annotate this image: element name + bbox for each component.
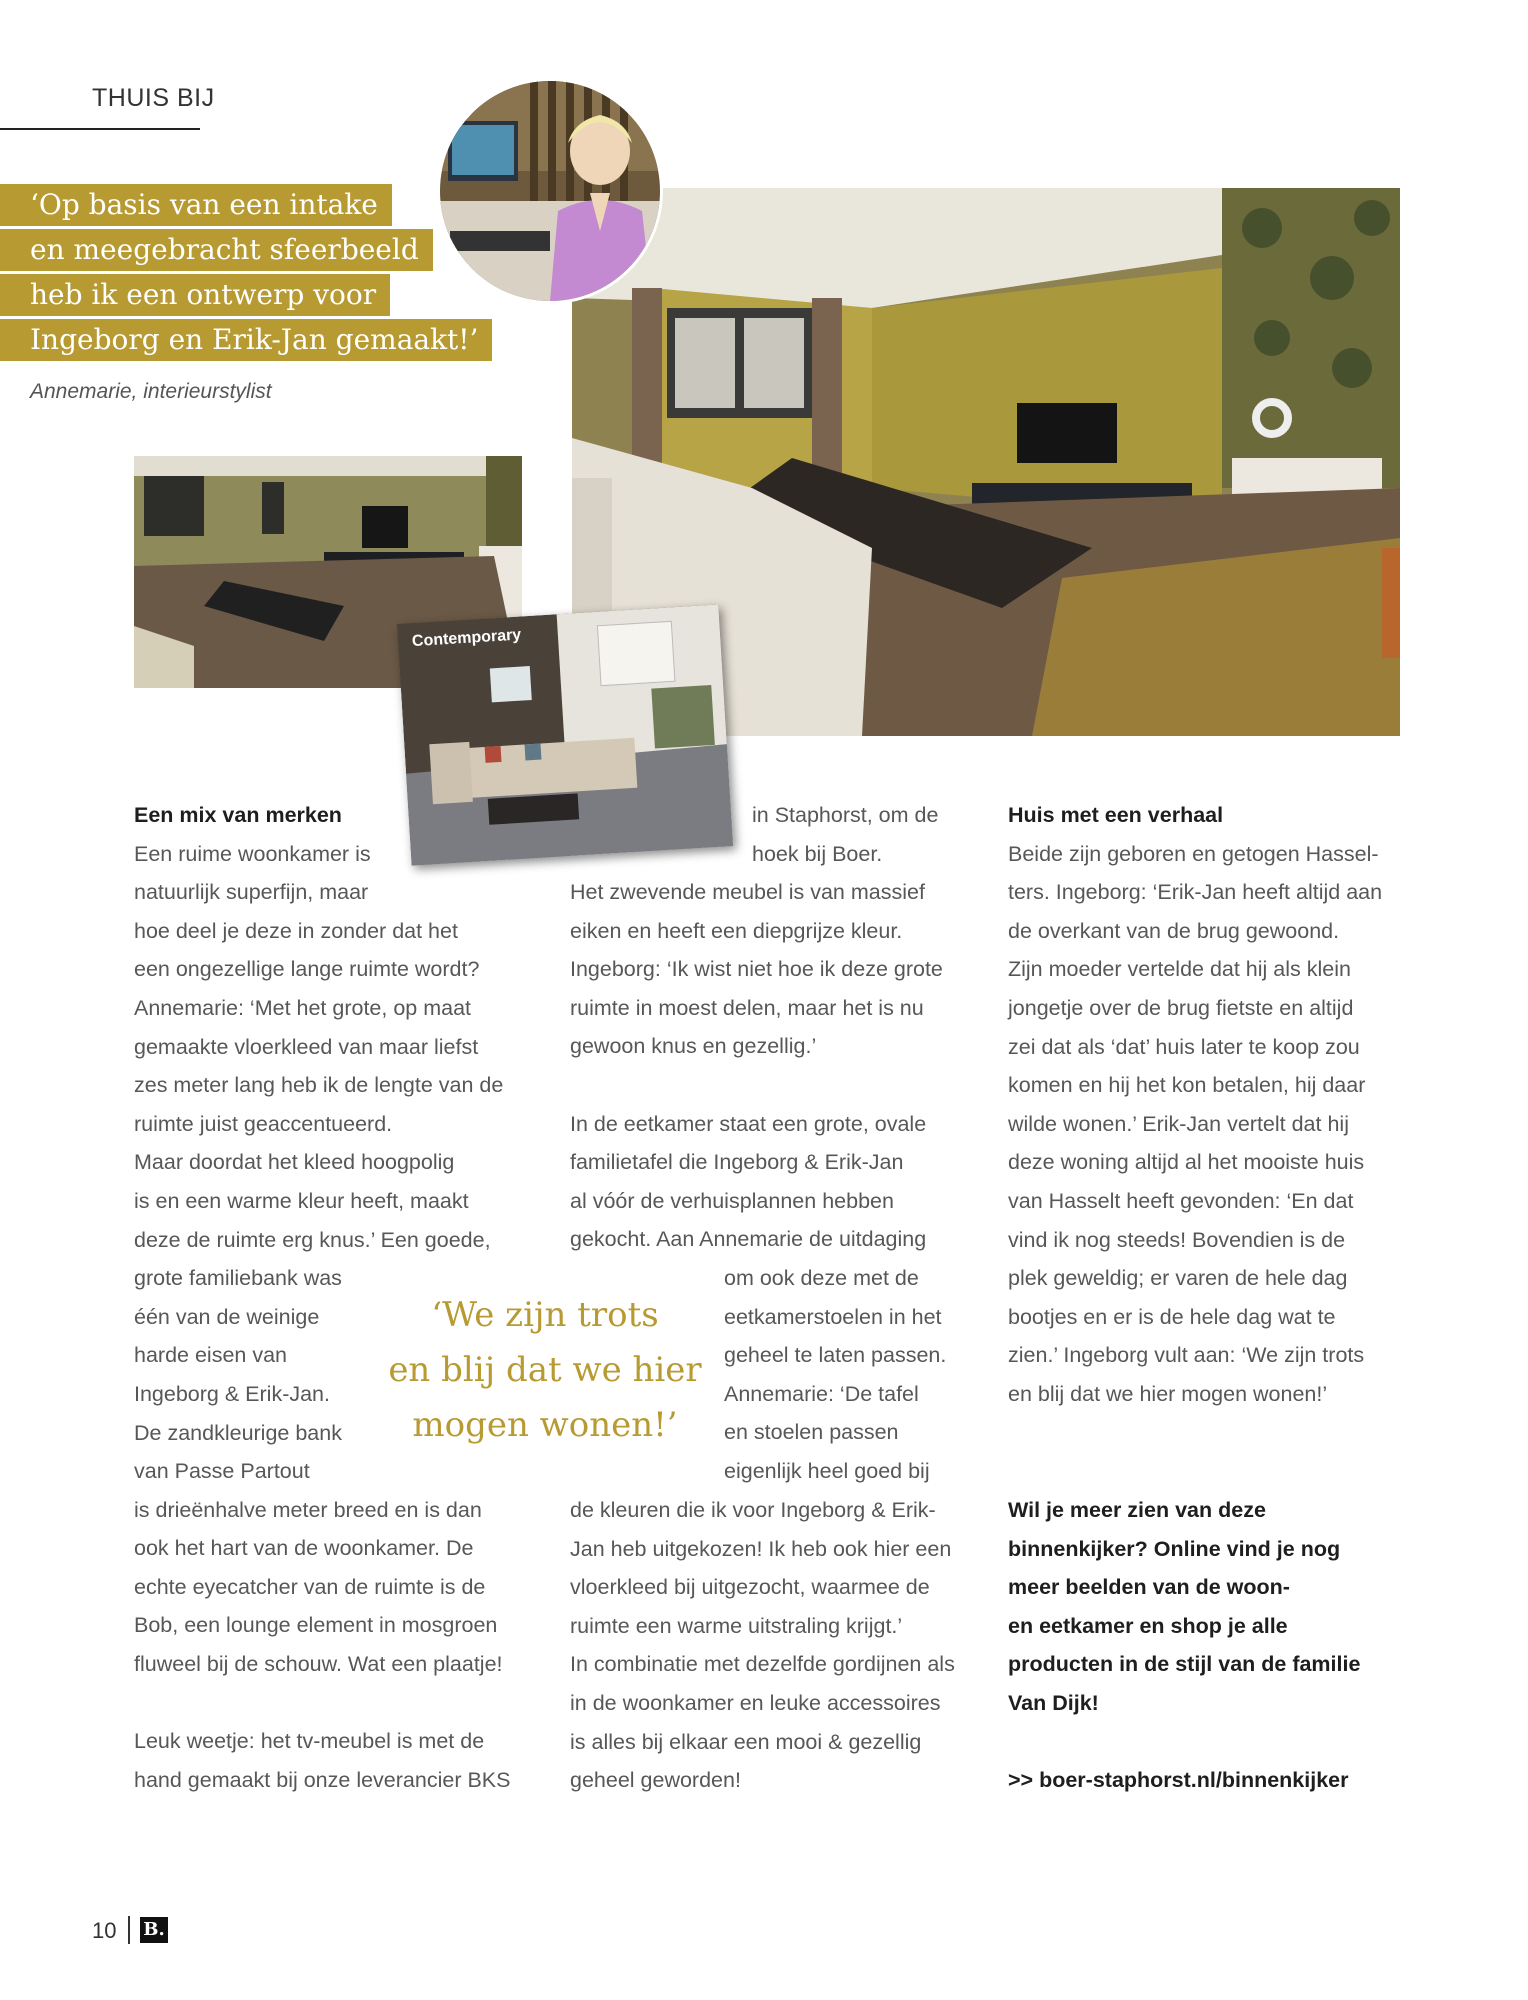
body-line: ruimte in moest delen, maar het is nu [570,995,924,1020]
body-line: ruimte een warme uitstraling krijgt.’ [570,1613,903,1638]
inline-quote-line: ‘We zijn trots [431,1295,659,1335]
cta-line: meer beelden van de woon- [1008,1575,1290,1600]
body-line: echte eyecatcher van de ruimte is de [134,1574,486,1599]
body-line: harde eisen van [134,1343,287,1368]
column-2-bottom [570,1491,980,1800]
body-line: plek geweldig; er varen de hele dag [1008,1266,1348,1291]
magazine-inset-photo [397,604,733,865]
body-line: Beide zijn geboren en getogen Hassel- [1008,841,1379,866]
body-line: in de woonkamer en leuke accessoires [570,1690,941,1715]
body-line: Een ruime woonkamer is [134,841,371,866]
column-3 [1008,796,1428,1414]
body-line: familietafel die Ingeborg & Erik-Jan [570,1150,904,1175]
body-line: en stoelen passen [724,1420,899,1445]
body-line: eiken en heeft een diepgrijze kleur. [570,918,903,943]
body-line: bootjes en er is de hele dag wat te [1008,1304,1336,1329]
body-line: Zijn moeder vertelde dat hij als klein [1008,957,1351,982]
body-line: deze woning altijd al het mooiste huis [1008,1150,1365,1175]
body-line: eigenlijk heel goed bij [724,1458,930,1483]
pull-quote-line: en meegebracht sfeerbeeld [0,229,433,271]
body-line: in Staphorst, om de [752,803,939,827]
body-line: vloerkleed bij uitgezocht, waarmee de [570,1575,930,1600]
body-line: om ook deze met de [724,1266,919,1290]
body-line: en blij dat we hier mogen wonen!’ [1008,1381,1328,1406]
body-line: de overkant van de brug gewoond. [1008,918,1340,943]
body-line: grote familiebank was [134,1266,342,1291]
column-2-narrow [724,1259,964,1491]
body-line: is alles bij elkaar een mooi & gezellig [570,1729,922,1754]
body-line: gekocht. Aan Annemarie de uitdaging [570,1227,927,1252]
body-line: Annemarie: ‘De tafel [724,1381,919,1406]
section-divider [0,128,200,130]
body-line: fluweel bij de schouw. Wat een plaatje! [134,1652,503,1677]
body-line: Bob, een lounge element in mosgroen [134,1613,498,1638]
magazine-logo: B. [140,1917,168,1943]
cta-line: en eetkamer en shop je alle [1008,1613,1288,1638]
body-line: Annemarie: ‘Met het grote, op maat [134,995,472,1020]
body-line: van Hasselt heeft gevonden: ‘En dat [1008,1188,1354,1213]
body-line: komen en hij het kon betalen, hij daar [1008,1073,1366,1098]
inline-quote-line: mogen wonen!’ [412,1405,678,1445]
body-line: gewoon knus en gezellig.’ [570,1034,817,1059]
body-line: vind ik nog steeds! Bovendien is de [1008,1227,1346,1252]
website-link[interactable]: >> boer-staphorst.nl/binnenkijker [1008,1768,1349,1793]
pull-quote-line: heb ik een ontwerp voor [0,274,390,316]
column-2-top [752,796,972,873]
body-line: is en een warme kleur heeft, maakt [134,1188,469,1213]
body-line: wilde wonen.’ Erik-Jan vertelt dat hij [1008,1111,1349,1136]
body-line: In de eetkamer staat een grote, ovale [570,1111,927,1136]
pull-quote-author: Annemarie, interieurstylist [30,380,272,403]
cta-block [1008,1491,1428,1800]
body-line: Maar doordat het kleed hoogpolig [134,1150,455,1175]
body-line: een ongezellige lange ruimte wordt? [134,957,480,982]
pull-quote-line: ‘Op basis van een intake [0,184,392,226]
page-number: 10 [92,1918,117,1943]
body-line: deze de ruimte erg knus.’ Een goede, [134,1227,491,1252]
body-line: hoek bij Boer. [752,841,883,866]
section-heading: Een mix van merken [134,803,342,827]
magazine-inset-title: Contemporary [411,626,522,651]
body-line: gemaakte vloerkleed van maar liefst [134,1034,479,1059]
body-line: hoe deel je deze in zonder dat het [134,918,458,943]
body-line: al vóór de verhuisplannen hebben [570,1188,894,1213]
body-line: ook het hart van de woonkamer. De [134,1536,474,1561]
body-line: zes meter lang heb ik de lengte van de [134,1073,504,1098]
cta-line: Van Dijk! [1008,1690,1099,1715]
section-heading: Huis met een verhaal [1008,803,1224,827]
body-line: geheel geworden! [570,1768,741,1793]
body-line: ruimte juist geaccentueerd. [134,1111,393,1136]
body-line: eetkamerstoelen in het [724,1304,942,1329]
body-line: één van de weinige [134,1304,320,1329]
body-line: Ingeborg: ‘Ik wist niet hoe ik deze grote [570,957,943,982]
cta-line: Wil je meer zien van deze [1008,1498,1266,1522]
body-line: geheel te laten passen. [724,1343,947,1368]
body-line: hand gemaakt bij onze leverancier BKS [134,1767,511,1792]
body-line: ters. Ingeborg: ‘Erik-Jan heeft altijd aan [1008,880,1383,905]
body-line: Het zwevende meubel is van massief [570,880,925,904]
body-line: jongetje over de brug fietste en altijd [1008,995,1354,1020]
footer-divider [128,1916,130,1944]
body-line: Jan heb uitgekozen! Ik heb ook hier een [570,1536,952,1561]
body-line: Ingeborg & Erik-Jan. [134,1381,330,1406]
body-line: natuurlijk superfijn, maar [134,880,369,905]
cta-line: binnenkijker? Online vind je nog [1008,1536,1341,1561]
section-label: THUIS BIJ [92,84,215,112]
pull-quote-line: Ingeborg en Erik-Jan gemaakt!’ [0,319,492,361]
inline-quote-line: en blij dat we hier [388,1350,702,1390]
body-line: De zandkleurige bank [134,1420,342,1445]
body-line: Leuk weetje: het tv-meubel is met de [134,1729,485,1754]
stylist-portrait-photo [437,78,663,304]
body-line: zei dat als ‘dat’ huis later te koop zou [1008,1034,1360,1059]
inline-pull-quote [380,1288,710,1453]
body-line: is drieënhalve meter breed en is dan [134,1497,482,1522]
cta-line: producten in de stijl van de familie [1008,1652,1361,1677]
body-line: van Passe Partout [134,1459,310,1484]
body-line: de kleuren die ik voor Ingeborg & Erik- [570,1498,936,1522]
body-line: In combinatie met dezelfde gordijnen als [570,1652,955,1677]
column-2 [570,873,980,1259]
body-line: zien.’ Ingeborg vult aan: ‘We zijn trots [1008,1343,1365,1368]
